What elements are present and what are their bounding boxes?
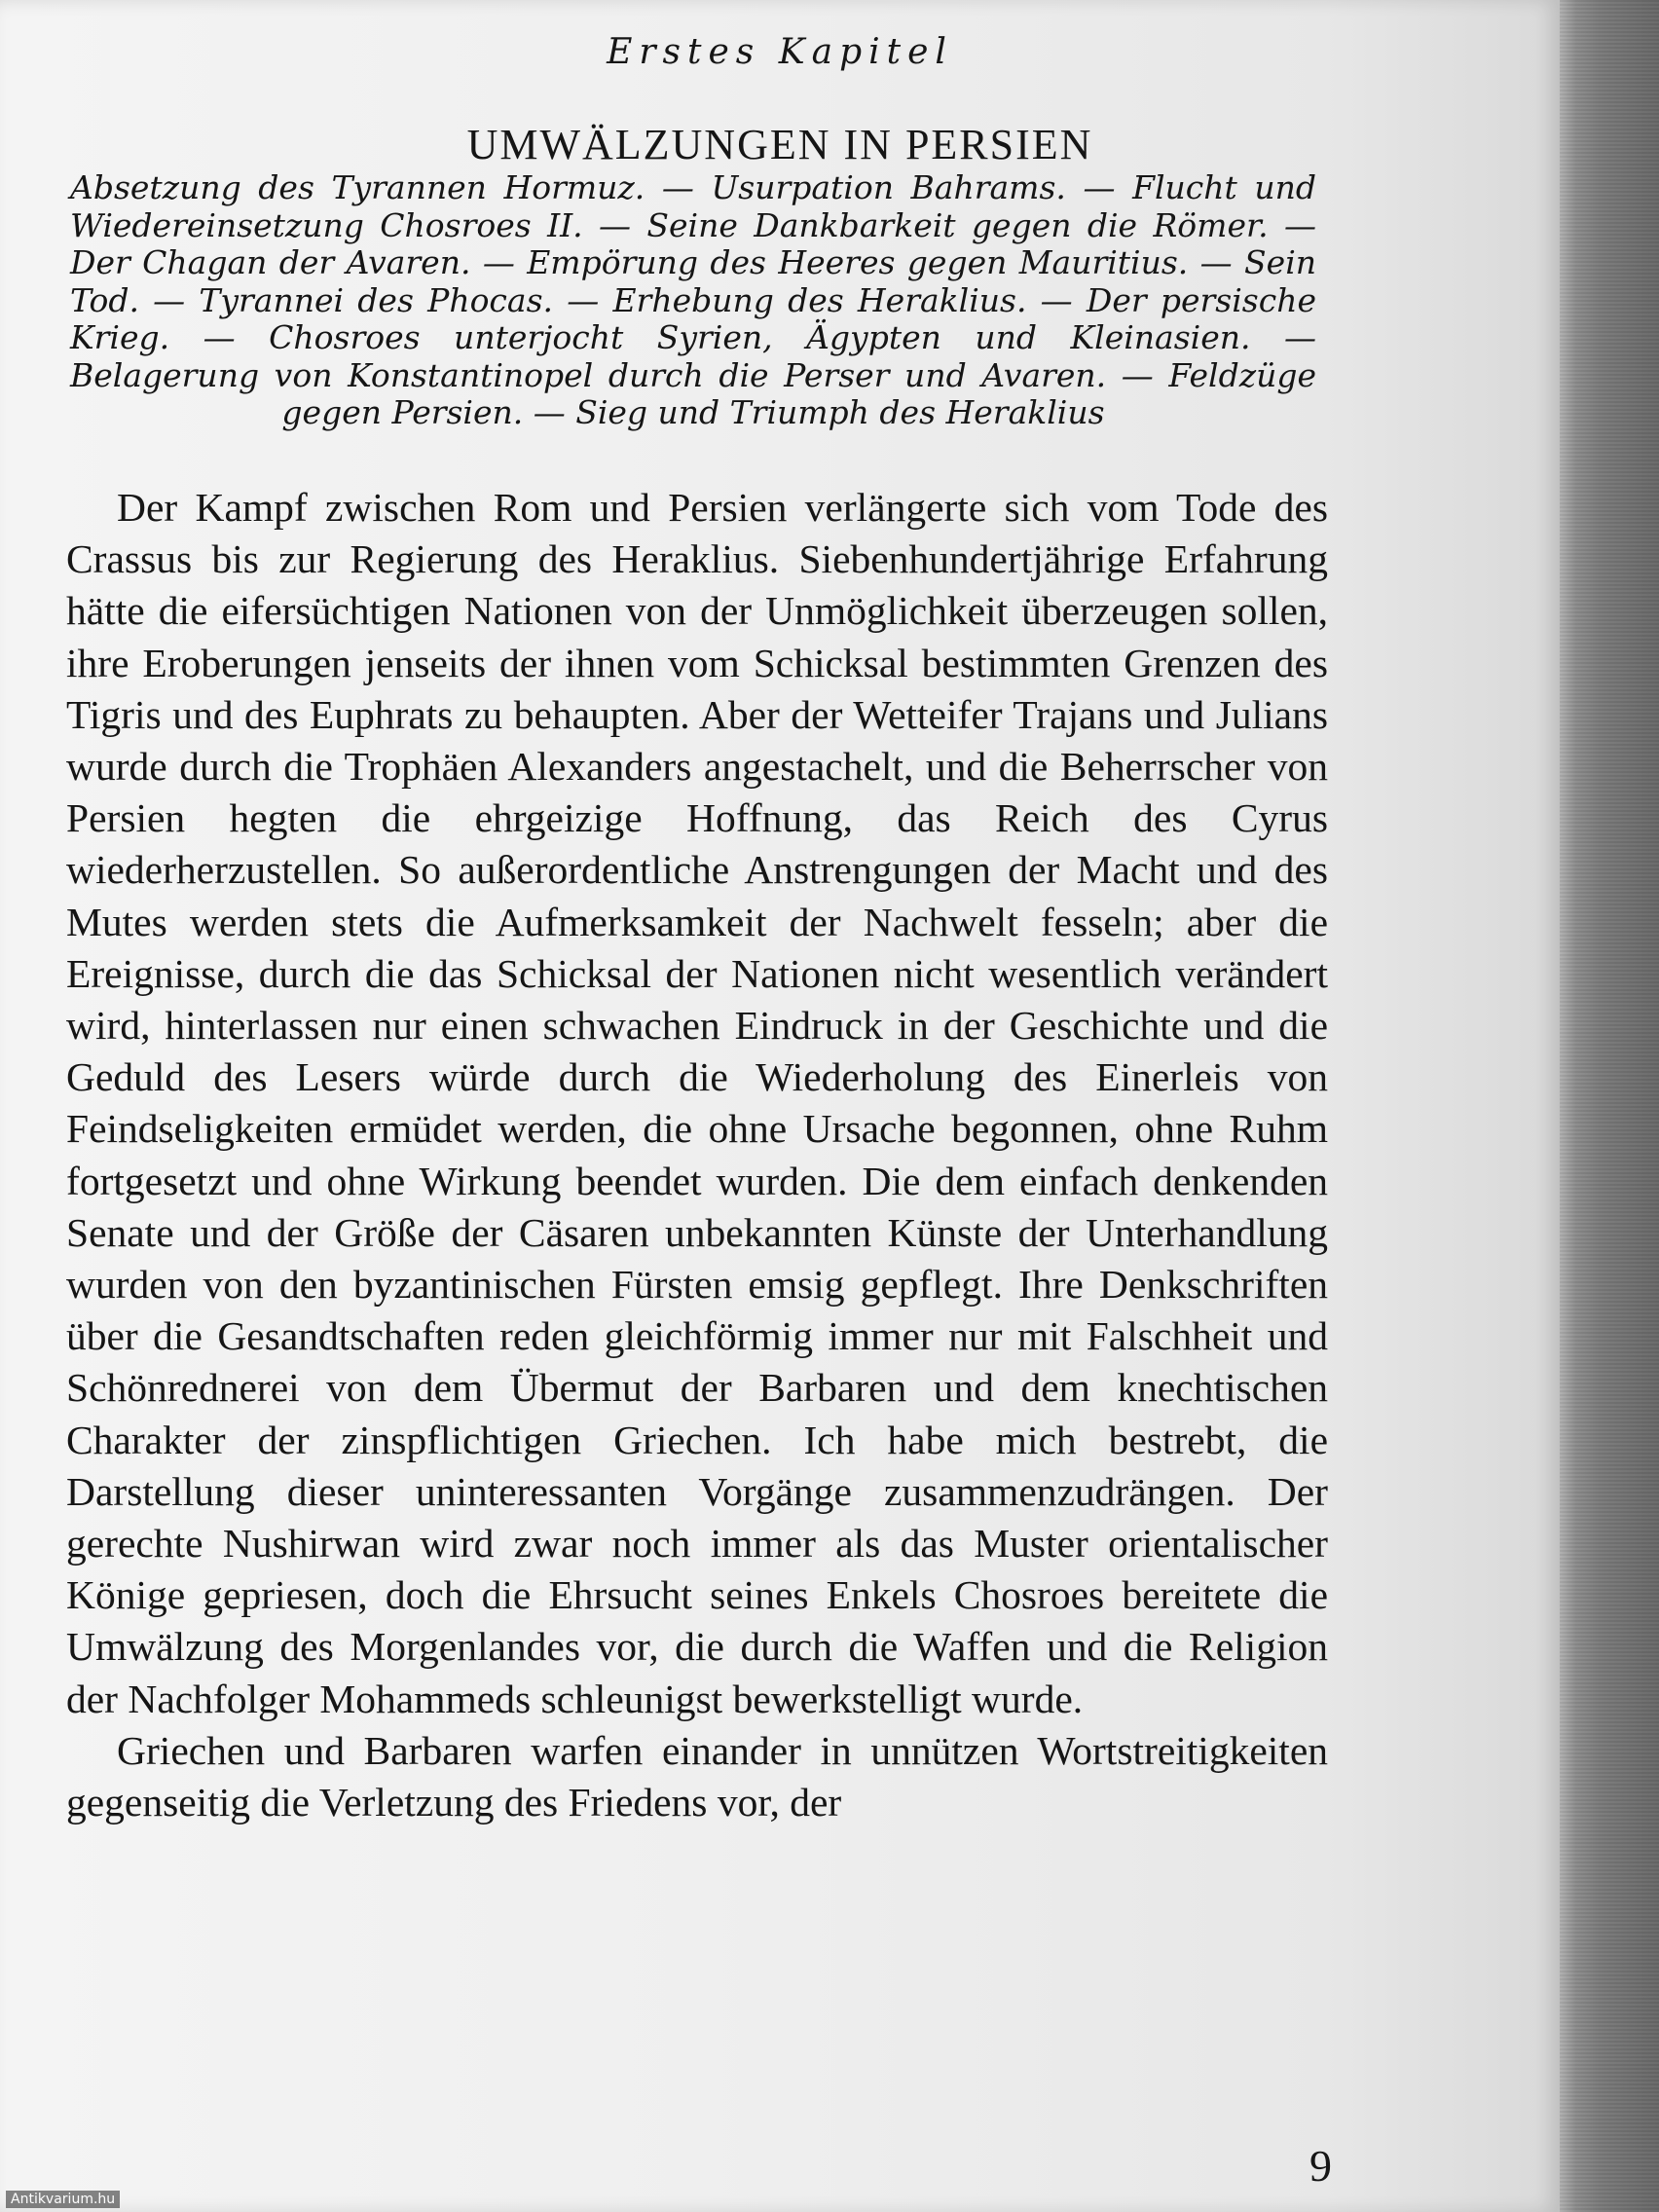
watermark: Antikvarium.hu — [6, 2191, 120, 2208]
page-number: 9 — [1309, 2141, 1332, 2191]
paragraph-2: Griechen und Barbaren warfen einander in unnützen Wortstreitigkeiten gegenseitig die Verletzung des Friedens vor, der — [66, 1727, 1328, 1825]
chapter-label: Erstes Kapitel — [607, 32, 953, 72]
body-text — [66, 482, 1328, 1828]
page-edge-shadow — [1560, 0, 1659, 2212]
paragraph-1: Der Kampf zwischen Rom und Persien verlängerte sich vom Tode des Crassus bis zur Regierung des Heraklius. Siebenhundertjährige Erfahrung hätte die eifersüchtigen Nationen von der Unmöglichkeit überzeugen sollen, ihre Eroberungen jenseits der ihnen vom Schicksal bestimmten Grenzen des Tigris und des Euphrats zu behaupten. Aber der Wetteifer Trajans und Julians wurde durch die Trophäen Alexanders angestachelt, und die Beherrscher von Persien hegten die ehrgeizige Hoffnung, das Reich des Cyrus wiederherzustellen. So außerordentliche Anstrengungen der Macht und des Mutes werden stets die Aufmerksamkeit der Nachwelt fesseln; aber die Ereignisse, durch die das Schicksal der Nationen nicht wesentlich verändert wird, hinterlassen nur einen schwachen Eindruck in der Geschichte und die Geduld des Lesers würde durch die Wiederholung des Einerleis von Feindseligkeiten ermüdet werden, die ohne Ursache begonnen, ohne Ruhm fortgesetzt und ohne Wirkung beendet wurden. Die dem einfach denkenden Senate und der Größe der Cäsaren unbekannten Künste der Unterhandlung wurden von den byzantinischen Fürsten emsig gepflegt. Ihre Denkschriften über die Gesandtschaften reden gleichförmig immer nur mit Falschheit und Schönrednerei von dem Übermut der Barbaren und dem knechtischen Charakter der zinspflichtigen Griechen. Ich habe mich bestrebt, die Darstellung dieser uninteressanten Vorgänge zusammenzudrängen. Der gerechte Nushirwan wird zwar noch immer als das Muster orientalischer Könige gepriesen, doch die Ehrsucht seines Enkels Chosroes bereitete die Umwälzung des Morgenlandes vor, die durch die Waffen und die Religion der Nachfolger Mohammeds schleunigst bewerkstelligt wurde. — [66, 485, 1328, 1721]
chapter-title: UMWÄLZUNGEN IN PERSIEN — [466, 121, 1093, 169]
chapter-summary: Absetzung des Tyrannen Hormuz. — Usurpation Bahrams. — Flucht und Wiedereinsetzung Chosroes II. — Seine Dankbarkeit gegen die Römer. — Der Chagan der Avaren. — Empörung des Heeres gegen Mauritius. — Sein Tod. — Tyrannei des Phocas. — Erhebung des Heraklius. — Der persische Krieg. — Chosroes unterjocht Syrien, Ägypten und Kleinasien. — Belagerung von Konstantinopel durch die Perser und Avaren. — Feldzüge gegen Persien. — Sieg und Triumph des Heraklius — [70, 168, 1316, 431]
